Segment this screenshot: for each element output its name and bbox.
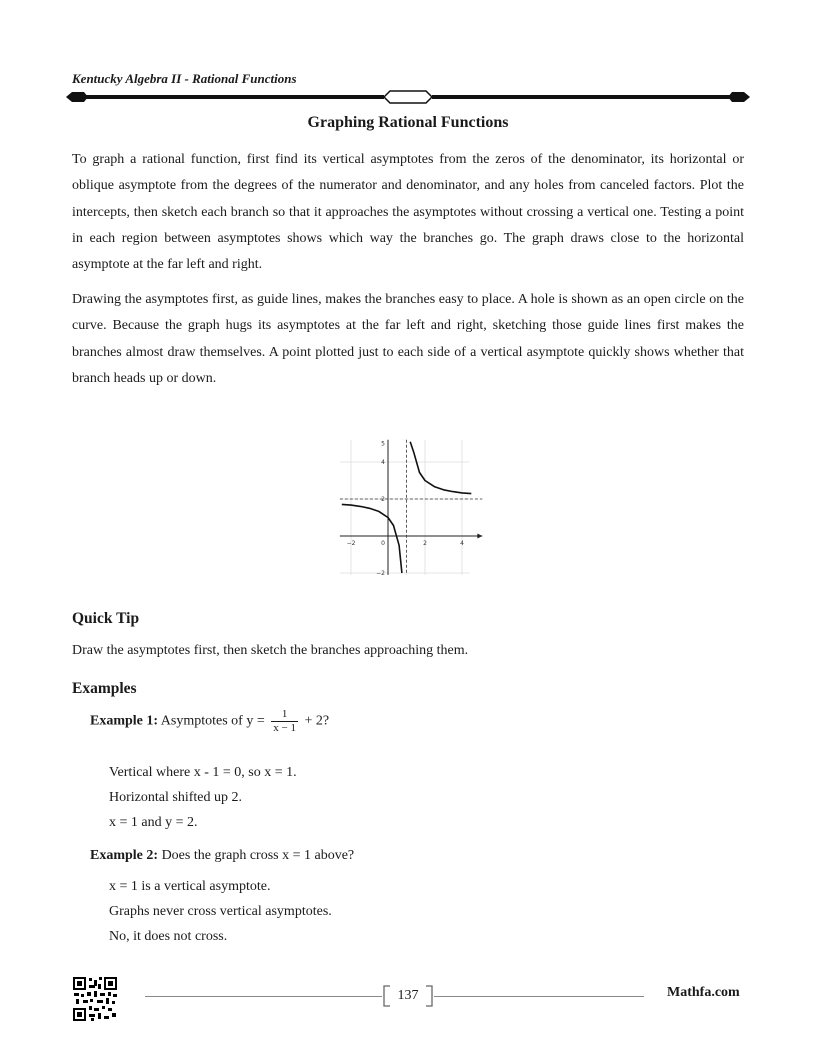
x-tick-label: −2 [346,540,356,547]
example-1-answer-line: Horizontal shifted up 2. [109,790,242,805]
fraction [271,708,298,735]
origin-label: 0 [381,540,385,547]
site-name: Mathfa.com [667,985,740,1000]
example-2-answer-line: x = 1 is a vertical asymptote. [109,879,271,894]
footer-rule [434,996,644,997]
y-tick-label: −2 [376,570,385,577]
example-1-text: Asymptotes of y = [160,713,265,729]
example-2-label: Example 2: [90,848,159,863]
section-title: Graphing Rational Functions [307,114,509,131]
fraction-denominator: x − 1 [273,722,296,734]
quick-tip-heading: Quick Tip [72,610,140,627]
example-2-question [90,848,354,864]
header-rule [66,87,750,107]
example-2-text: Does the graph cross x = 1 above? [161,848,355,863]
example-1-answer-line: x = 1 and y = 2. [109,815,198,830]
example-1-text-end: + 2? [304,713,330,729]
fraction-numerator: 1 [281,708,288,720]
paragraph: Drawing the asymptotes first, as guide lines, makes the branches easy to place. A hole is shown as an open circle on the curve. Because the graph hugs its asymptotes at the far left and right, sketching those guide lines first makes the branches almost draw themselves. A point plotted just to each side of a vertical asymptote quickly shows whether that branch heads up or down. [72,292,744,386]
x-tick-label: 2 [423,540,427,547]
y-tick-label: 4 [381,459,385,466]
examples-heading: Examples [72,680,137,697]
x-axis-arrow [477,534,482,539]
x-tick-label: 4 [460,540,464,547]
quick-tip-text: Draw the asymptotes first, then sketch the branches approaching them. [72,643,469,658]
footer-rule [145,996,382,997]
example-1-label: Example 1: [90,713,159,729]
example-1-question [90,708,329,735]
rational-function-graph [328,419,488,579]
example-2-answer-line: No, it does not cross. [109,929,228,944]
page-number: 137 [397,988,419,1003]
paragraph: To graph a rational function, first find its vertical asymptotes from the zeros of the denominator, its horizontal or oblique asymptote from the degrees of the numerator and denominator, and any holes from canceled factors. Plot the intercepts, then sketch each branch so that it approaches the asymptotes without crossing a vertical one. Testing a point in each region between asymptotes shows which way the branches go. The graph draws close to the horizontal asymptote at the far left and right. [72,152,744,273]
qr-code-icon [72,976,118,1022]
y-tick-label: 2 [381,496,385,503]
y-tick-label: 5 [381,440,385,448]
running-header: Kentucky Algebra II - Rational Functions [72,71,297,86]
example-2-answer-line: Graphs never cross vertical asymptotes. [109,904,332,919]
example-1-answer-line: Vertical where x - 1 = 0, so x = 1. [109,765,297,780]
